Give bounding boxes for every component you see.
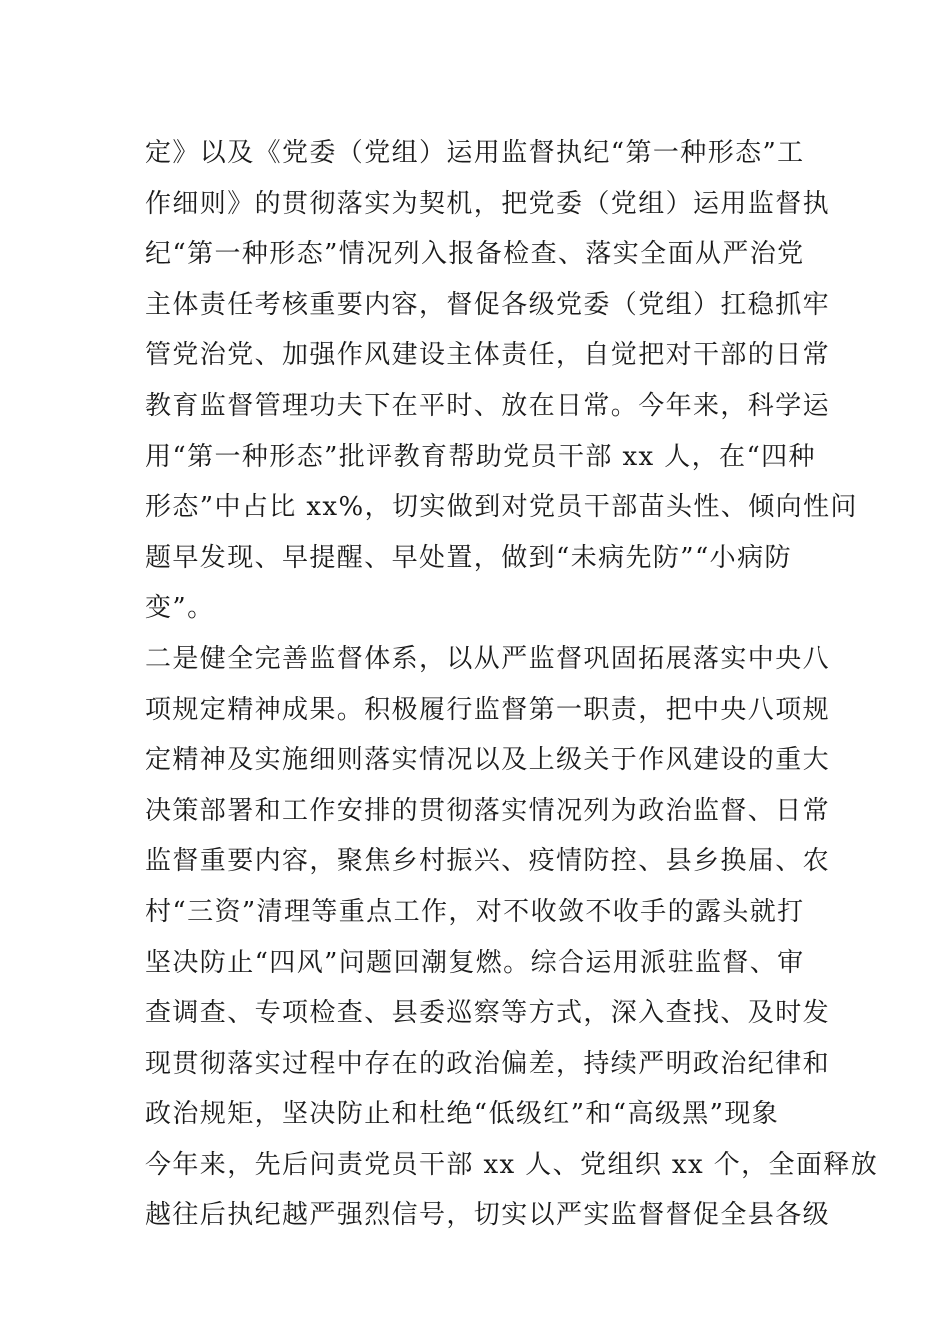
text-line: 坚决防止“四风”问题回潮复燃。综合运用派驻监督、审 <box>145 947 805 978</box>
text-line: 越往后执纪越严强烈信号，切实以严实监督督促全县各级 <box>145 1200 831 1231</box>
text-line: 作细则》的贯彻落实为契机，把党委（党组）运用监督执 <box>145 188 831 219</box>
text-line: 教育监督管理功夫下在平时、放在日常。今年来，科学运 <box>145 390 831 421</box>
text-line: 现贯彻落实过程中存在的政治偏差，持续严明政治纪律和 <box>145 1048 831 1079</box>
text-line: 二是健全完善监督体系，以从严监督巩固拓展落实中央八 <box>145 643 831 674</box>
text-line: 纪“第一种形态”情况列入报备检查、落实全面从严治党 <box>145 239 805 270</box>
text-line: 村“三资”清理等重点工作，对不收敛不收手的露头就打 <box>145 896 805 927</box>
text-line: 管党治党、加强作风建设主体责任，自觉把对干部的日常 <box>145 340 831 371</box>
text-line: 定》以及《党委（党组）运用监督执纪“第一种形态”工 <box>145 138 805 168</box>
body-text <box>145 128 879 1241</box>
text-line: 定精神及实施细则落实情况以及上级关于作风建设的重大 <box>145 745 831 776</box>
text-line: 政治规矩，坚决防止和杜绝“低级红”和“高级黑”现象 <box>145 1099 780 1130</box>
text-line: 变”。 <box>145 593 215 624</box>
text-line: 监督重要内容，聚焦乡村振兴、疫情防控、县乡换届、农 <box>145 846 831 877</box>
text-line: 项规定精神成果。积极履行监督第一职责，把中央八项规 <box>145 694 831 725</box>
text-line: 形态”中占比 xx%，切实做到对党员干部苗头性、倾向性问 <box>145 492 858 523</box>
text-line: 题早发现、早提醒、早处置，做到“未病先防”“小病防 <box>145 542 792 573</box>
text-line: 主体责任考核重要内容，督促各级党委（党组）扛稳抓牢 <box>145 289 831 320</box>
text-line: 用“第一种形态”批评教育帮助党员干部 xx 人，在“四种 <box>145 441 816 472</box>
text-line: 决策部署和工作安排的贯彻落实情况列为政治监督、日常 <box>145 795 831 826</box>
text-line: 查调查、专项检查、县委巡察等方式，深入查找、及时发 <box>145 998 831 1029</box>
text-line: 今年来，先后问责党员干部 xx 人、党组织 xx 个，全面释放 <box>145 1149 879 1180</box>
